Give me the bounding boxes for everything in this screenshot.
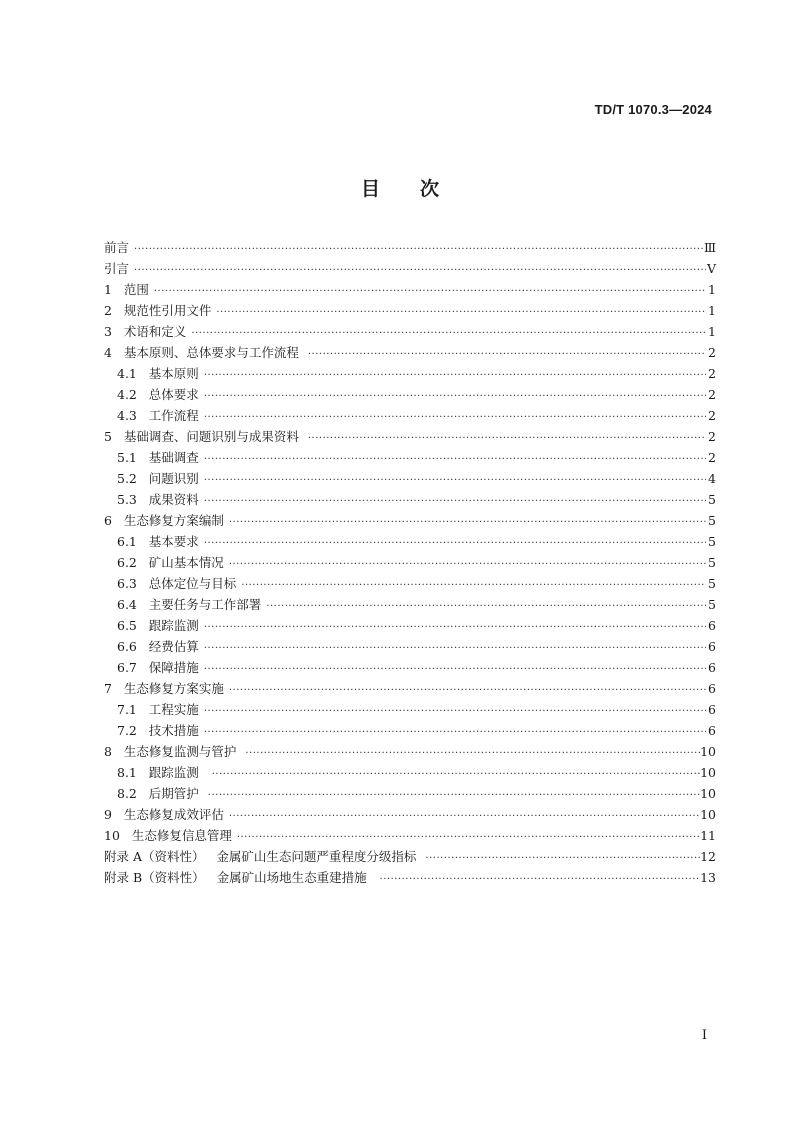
toc-entry-page: 5 [708, 555, 716, 570]
toc-entry-page: 5 [708, 492, 716, 507]
toc-leader-dots [226, 559, 706, 570]
toc-entry-page: 2 [708, 366, 716, 381]
toc-entry-page: 1 [708, 282, 716, 297]
toc-leader-dots [151, 286, 706, 297]
toc-entry[interactable] [104, 574, 716, 595]
toc-entry-label: 9 生态修复成效评估 [104, 807, 224, 822]
toc-entry-page: 5 [708, 513, 716, 528]
toc-entry-label: 6.5 跟踪监测 [117, 618, 199, 633]
toc-entry-label: 5.2 问题识别 [117, 471, 199, 486]
title-char-right: 次 [420, 178, 440, 200]
toc-entry[interactable] [104, 868, 716, 889]
toc-entry-label: 1 范围 [104, 282, 149, 297]
toc-entry[interactable] [104, 658, 716, 679]
toc-entry[interactable] [104, 343, 716, 364]
toc-entry-label: 4 基本原则、总体要求与工作流程 [104, 345, 303, 360]
toc-entry-label: 6 生态修复方案编制 [104, 513, 224, 528]
toc-entry-page: 6 [708, 639, 716, 654]
toc-entry-page: 2 [708, 345, 716, 360]
toc-entry-page: 10 [700, 807, 716, 822]
toc-entry-label: 附录 A（资料性） 金属矿山生态问题严重程度分级指标 [104, 849, 421, 864]
toc-entry-page: 10 [700, 765, 716, 780]
toc-leader-dots [201, 496, 706, 507]
toc-leader-dots [131, 244, 704, 255]
toc-entry-label: 引言 [104, 261, 130, 276]
toc-entry-page: 6 [708, 723, 716, 738]
toc-entry[interactable] [104, 511, 716, 532]
toc-leader-dots [131, 265, 706, 276]
toc-entry[interactable] [104, 259, 716, 280]
toc-leader-dots [263, 601, 706, 612]
standard-code: TD/T 1070.3—2024 [594, 102, 712, 117]
table-of-contents [104, 238, 716, 889]
toc-entry[interactable] [104, 805, 716, 826]
toc-entry-page: 4 [708, 471, 716, 486]
toc-entry-page: 5 [708, 597, 716, 612]
toc-entry[interactable] [104, 637, 716, 658]
toc-entry[interactable] [104, 847, 716, 868]
toc-entry-label: 2 规范性引用文件 [104, 303, 212, 318]
toc-leader-dots [242, 748, 700, 759]
toc-leader-dots [201, 706, 706, 717]
toc-leader-dots [377, 874, 701, 885]
toc-entry[interactable] [104, 742, 716, 763]
toc-entry-label: 4.1 基本原则 [117, 366, 199, 381]
toc-entry-page: 5 [708, 534, 716, 549]
toc-entry[interactable] [104, 448, 716, 469]
toc-entry-label: 8.1 跟踪监测 [117, 765, 207, 780]
toc-entry[interactable] [104, 490, 716, 511]
toc-leader-dots [234, 832, 700, 843]
toc-entry-page: Ⅲ [703, 240, 716, 255]
toc-leader-dots [305, 349, 706, 360]
toc-entry[interactable] [104, 595, 716, 616]
toc-leader-dots [201, 664, 706, 675]
toc-entry-label: 5 基础调查、问题识别与成果资料 [104, 429, 303, 444]
toc-leader-dots [201, 643, 706, 654]
toc-entry[interactable] [104, 364, 716, 385]
toc-entry-label: 4.2 总体要求 [117, 387, 199, 402]
toc-leader-dots [226, 517, 706, 528]
toc-entry[interactable] [104, 469, 716, 490]
toc-entry-label: 7.2 技术措施 [117, 723, 199, 738]
toc-entry-label: 3 术语和定义 [104, 324, 187, 339]
toc-entry-page: 2 [708, 408, 716, 423]
toc-entry-label: 6.7 保障措施 [117, 660, 199, 675]
toc-entry-page: 6 [708, 660, 716, 675]
toc-entry[interactable] [104, 532, 716, 553]
toc-leader-dots [201, 622, 706, 633]
toc-entry-page: 11 [700, 828, 716, 843]
toc-leader-dots [201, 475, 706, 486]
toc-entry-page: Ⅴ [706, 261, 716, 276]
toc-entry-page: 1 [708, 324, 716, 339]
toc-entry[interactable] [104, 406, 716, 427]
toc-leader-dots [209, 769, 700, 780]
page-title [0, 174, 800, 201]
toc-entry-label: 6.3 总体定位与目标 [117, 576, 237, 591]
toc-entry-page: 2 [708, 429, 716, 444]
toc-entry-label: 7.1 工程实施 [117, 702, 199, 717]
toc-entry-label: 前言 [104, 240, 130, 255]
toc-leader-dots [201, 412, 706, 423]
toc-leader-dots [201, 454, 706, 465]
toc-entry-label: 8 生态修复监测与管护 [104, 744, 241, 759]
toc-entry-label: 6.6 经费估算 [117, 639, 199, 654]
toc-entry[interactable] [104, 700, 716, 721]
toc-entry[interactable] [104, 763, 716, 784]
toc-entry-label: 5.3 成果资料 [117, 492, 199, 507]
toc-entry-label: 10 生态修复信息管理 [104, 828, 232, 843]
toc-leader-dots [188, 328, 706, 339]
toc-entry[interactable] [104, 238, 716, 259]
toc-leader-dots [226, 811, 700, 822]
toc-entry[interactable] [104, 280, 716, 301]
title-char-left: 目 [360, 178, 380, 200]
toc-entry-label: 6.4 主要任务与工作部署 [117, 597, 262, 612]
toc-leader-dots [201, 370, 706, 381]
toc-entry-label: 附录 B（资料性） 金属矿山场地生态重建措施 [104, 870, 375, 885]
toc-entry[interactable] [104, 322, 716, 343]
toc-entry-label: 6.2 矿山基本情况 [117, 555, 224, 570]
toc-entry-label: 8.2 后期管护 [117, 786, 203, 801]
toc-entry-page: 12 [700, 849, 716, 864]
toc-leader-dots [422, 853, 700, 864]
toc-entry-page: 6 [708, 618, 716, 633]
toc-entry[interactable] [104, 826, 716, 847]
toc-entry-label: 7 生态修复方案实施 [104, 681, 224, 696]
toc-leader-dots [213, 307, 706, 318]
toc-leader-dots [201, 391, 706, 402]
toc-entry[interactable] [104, 721, 716, 742]
toc-leader-dots [305, 433, 706, 444]
toc-leader-dots [201, 538, 706, 549]
toc-entry[interactable] [104, 679, 716, 700]
toc-entry[interactable] [104, 301, 716, 322]
toc-entry-page: 13 [700, 870, 716, 885]
toc-entry-label: 6.1 基本要求 [117, 534, 199, 549]
toc-entry[interactable] [104, 427, 716, 448]
toc-entry[interactable] [104, 385, 716, 406]
toc-entry-page: 10 [700, 786, 716, 801]
toc-entry-page: 2 [708, 387, 716, 402]
toc-entry[interactable] [104, 784, 716, 805]
toc-leader-dots [201, 727, 706, 738]
toc-entry[interactable] [104, 553, 716, 574]
toc-leader-dots [205, 790, 700, 801]
toc-entry-page: 1 [708, 303, 716, 318]
toc-leader-dots [238, 580, 706, 591]
toc-entry-label: 4.3 工作流程 [117, 408, 199, 423]
toc-entry-page: 2 [708, 450, 716, 465]
toc-entry-page: 5 [708, 576, 716, 591]
toc-entry-page: 6 [708, 702, 716, 717]
toc-entry[interactable] [104, 616, 716, 637]
toc-entry-label: 5.1 基础调查 [117, 450, 199, 465]
toc-leader-dots [226, 685, 706, 696]
page-number: Ⅰ [701, 1028, 707, 1043]
toc-entry-page: 6 [708, 681, 716, 696]
toc-entry-page: 10 [700, 744, 716, 759]
